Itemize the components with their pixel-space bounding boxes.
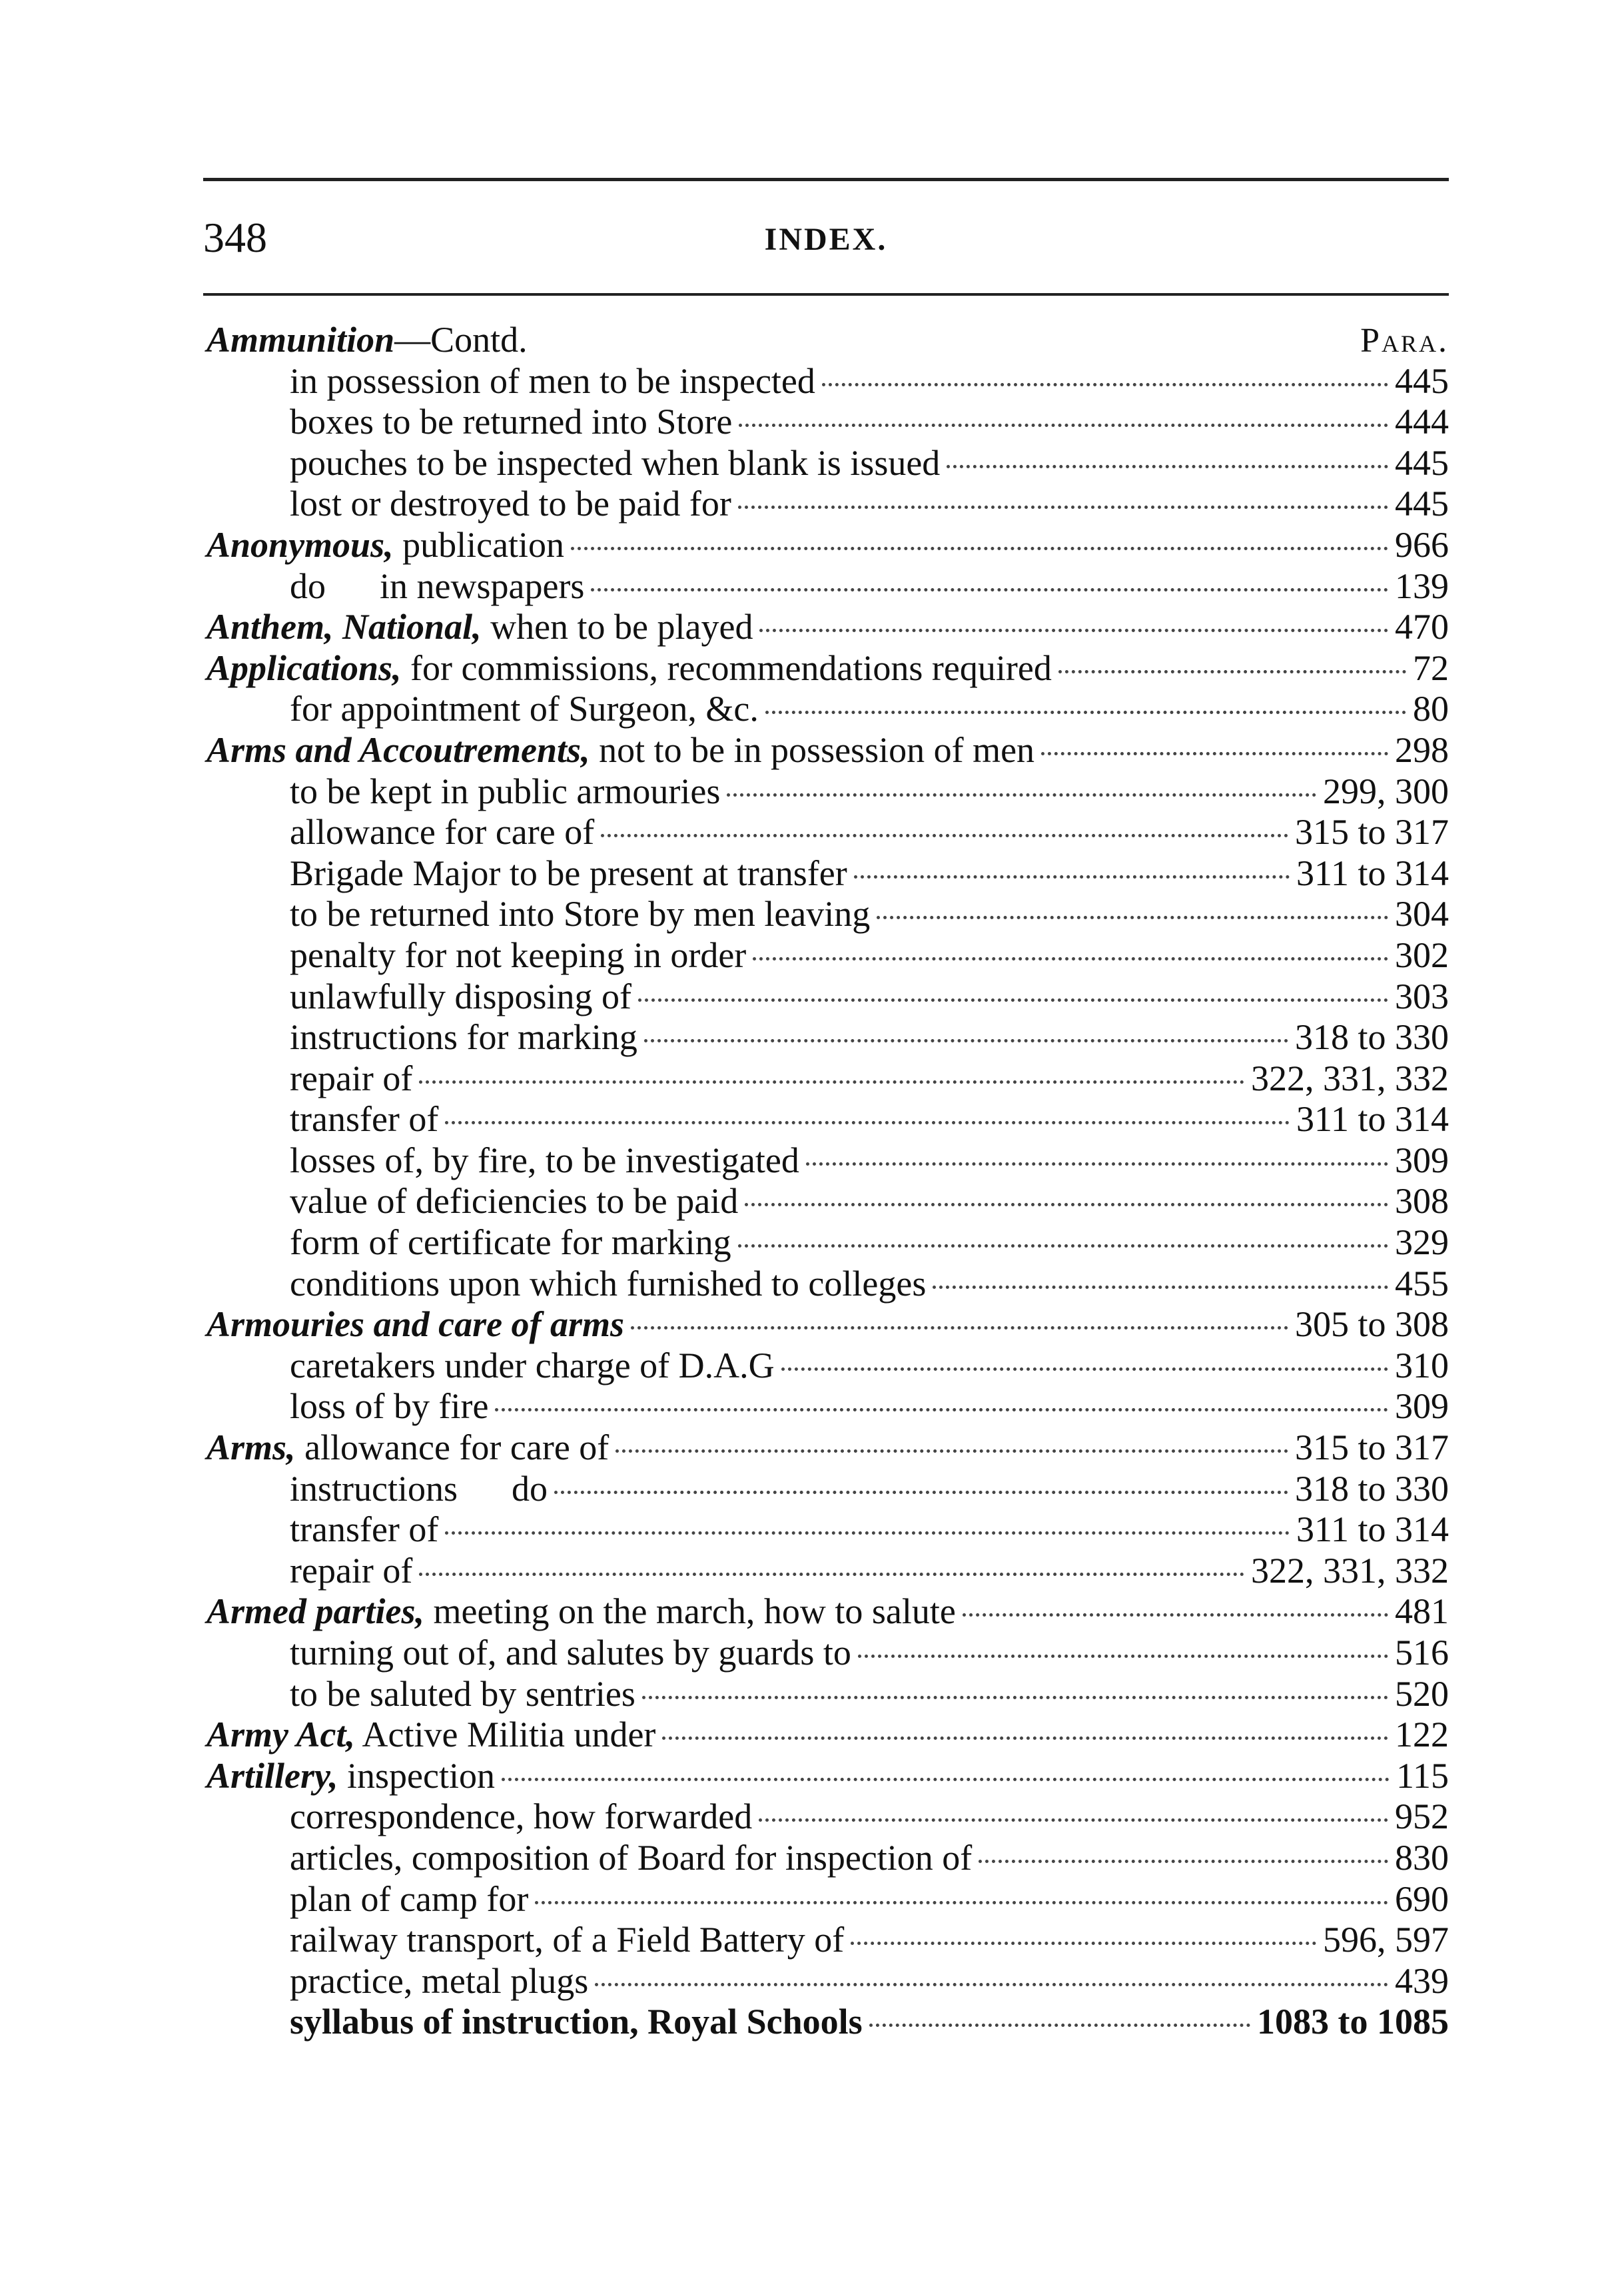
index-entry: [206, 1674, 1449, 1715]
paragraph-reference: 303: [1395, 976, 1449, 1016]
entry-text: Brigade Major to be present at transfer: [290, 853, 847, 893]
index-entry: [206, 1222, 1449, 1264]
paragraph-reference: 455: [1395, 1263, 1449, 1304]
paragraph-reference: 311 to 314: [1296, 1509, 1449, 1550]
index-entry: [206, 976, 1449, 1018]
entry-text: allowance for care of: [295, 1427, 609, 1468]
paragraph-reference: 308: [1395, 1181, 1449, 1222]
paragraph-reference: 315 to 317: [1294, 812, 1449, 853]
index-entry: [206, 1961, 1449, 2002]
top-rule: [203, 178, 1449, 181]
section-heading: Ammunition: [206, 320, 395, 360]
entry-text: not to be in possession of men: [590, 729, 1035, 770]
dot-leader: [822, 383, 1388, 386]
entry-heading: Army Act,: [206, 1715, 355, 1755]
paragraph-reference: 309: [1395, 1140, 1449, 1180]
entry-text: railway transport, of a Field Battery of: [290, 1920, 845, 1960]
index-entry: [206, 402, 1449, 443]
index-entry: [206, 648, 1449, 689]
entry-text: instructions do: [290, 1468, 548, 1509]
dot-leader: [601, 834, 1288, 837]
dot-leader: [642, 1696, 1388, 1699]
paragraph-reference: 309: [1395, 1386, 1449, 1427]
paragraph-reference: 305 to 308: [1294, 1304, 1449, 1345]
index-entry: [206, 894, 1449, 935]
index-entry: [206, 1099, 1449, 1140]
entry-text: transfer of: [290, 1099, 439, 1140]
paragraph-reference: 302: [1395, 935, 1449, 975]
paragraph-reference: 139: [1395, 566, 1449, 606]
entry-text: publication: [393, 524, 565, 565]
dot-leader: [495, 1408, 1388, 1411]
dot-leader: [947, 465, 1388, 468]
dot-leader: [615, 1449, 1288, 1453]
entry-text: conditions upon which furnished to colleges: [290, 1263, 927, 1304]
dot-leader: [869, 2024, 1250, 2027]
entry-heading: Artillery,: [206, 1755, 338, 1796]
dot-leader: [979, 1860, 1388, 1863]
running-head: INDEX.: [764, 222, 888, 257]
paragraph-reference: 520: [1395, 1673, 1449, 1714]
index-entry: [206, 1879, 1449, 1920]
dot-leader: [554, 1491, 1288, 1494]
paragraph-reference: 445: [1395, 484, 1449, 524]
entry-heading: Arms,: [206, 1427, 296, 1468]
paragraph-reference: 310: [1395, 1345, 1449, 1385]
index-entry: [206, 1058, 1449, 1100]
entry-heading: Anonymous,: [206, 524, 394, 565]
entry-text: practice, metal plugs: [290, 1960, 589, 2001]
dot-leader: [419, 1080, 1244, 1084]
dot-leader: [781, 1367, 1388, 1371]
paragraph-reference: 311 to 314: [1296, 1099, 1449, 1140]
index-entry: [206, 730, 1449, 771]
paragraph-reference: 470: [1395, 607, 1449, 647]
dot-leader: [851, 1942, 1316, 1945]
index-entry: [206, 1756, 1449, 1797]
paragraph-reference: 311 to 314: [1296, 853, 1449, 893]
index-entry: [206, 853, 1449, 895]
paragraph-reference: 122: [1395, 1715, 1449, 1755]
entry-text: do in newspapers: [290, 566, 585, 606]
dot-leader: [963, 1613, 1388, 1617]
paragraph-reference: 72: [1413, 647, 1449, 688]
paragraph-reference: 439: [1395, 1960, 1449, 2001]
dot-leader: [571, 547, 1388, 550]
index-entry: [206, 607, 1449, 648]
section-heading-row: [206, 320, 1449, 361]
index-entry: [206, 1509, 1449, 1551]
paragraph-reference: 966: [1395, 524, 1449, 565]
entry-text: plan of camp for: [290, 1878, 529, 1919]
entry-text: Active Militia under: [355, 1715, 656, 1755]
entry-text: correspondence, how forwarded: [290, 1796, 753, 1837]
index-entry: [206, 1304, 1449, 1345]
dot-leader: [1058, 670, 1406, 673]
index-entry: [206, 1591, 1449, 1633]
entry-heading: Armouries and care of arms: [206, 1304, 625, 1345]
header-rule: [203, 293, 1449, 296]
entry-heading: Arms and Accoutrements,: [206, 729, 590, 770]
entry-text: meeting on the march, how to salute: [424, 1591, 956, 1632]
entry-text: articles, composition of Board for inspection of: [290, 1837, 973, 1878]
entry-text: loss of by fire: [290, 1386, 489, 1427]
dot-leader: [753, 957, 1388, 960]
index-entry: [206, 689, 1449, 730]
entry-text: repair of: [290, 1058, 413, 1098]
entry-text: transfer of: [290, 1509, 439, 1550]
entry-text: inspection: [338, 1755, 495, 1796]
entry-text: pouches to be inspected when blank is issued: [290, 442, 941, 483]
paragraph-reference: 830: [1395, 1837, 1449, 1878]
paragraph-reference: 318 to 330: [1294, 1468, 1449, 1509]
dot-leader: [858, 1655, 1388, 1658]
dot-leader: [631, 1326, 1288, 1330]
dot-leader: [1041, 752, 1388, 755]
entry-text: for commissions, recommendations required: [401, 647, 1052, 688]
entry-text: penalty for not keeping in order: [290, 935, 747, 975]
dot-leader: [419, 1573, 1244, 1576]
index-entry: [206, 443, 1449, 484]
paragraph-reference: 315 to 317: [1294, 1427, 1449, 1468]
entry-text: value of deficiencies to be paid: [290, 1181, 739, 1222]
dot-leader: [759, 629, 1388, 632]
index-entry: [206, 1386, 1449, 1427]
entry-text: in possession of men to be inspected: [290, 360, 815, 401]
index-entry: [206, 812, 1449, 853]
dot-leader: [806, 1162, 1388, 1166]
dot-leader: [854, 875, 1290, 879]
entry-text: repair of: [290, 1550, 413, 1591]
paragraph-reference: 299, 300: [1323, 771, 1449, 811]
entry-text: when to be played: [481, 607, 753, 647]
entry-text: instructions for marking: [290, 1017, 637, 1058]
dot-leader: [445, 1121, 1290, 1124]
paragraph-reference: 1083 to 1085: [1257, 2002, 1449, 2042]
paragraph-reference: 322, 331, 332: [1251, 1550, 1449, 1591]
paragraph-reference: 304: [1395, 894, 1449, 935]
dot-leader: [591, 588, 1388, 591]
dot-leader: [502, 1778, 1390, 1781]
dot-leader: [933, 1286, 1388, 1289]
dot-leader: [738, 1244, 1388, 1248]
entry-heading: Armed parties,: [206, 1591, 425, 1632]
entry-heading: Anthem, National,: [206, 607, 482, 647]
dot-leader: [877, 916, 1388, 919]
entry-text: losses of, by fire, to be investigated: [290, 1140, 799, 1180]
entry-text: syllabus of instruction, Royal Schools: [290, 2002, 863, 2042]
paragraph-reference: 445: [1395, 360, 1449, 401]
paragraph-reference: 596, 597: [1323, 1920, 1449, 1960]
paragraph-reference: 516: [1395, 1633, 1449, 1673]
dot-leader: [759, 1818, 1388, 1822]
index-entry: [206, 1181, 1449, 1222]
paragraph-reference: 444: [1395, 402, 1449, 442]
dot-leader: [638, 998, 1388, 1002]
index-entry: [206, 525, 1449, 566]
dot-leader: [738, 506, 1388, 509]
entry-text: unlawfully disposing of: [290, 976, 631, 1016]
index-entry: [206, 1838, 1449, 1879]
dot-leader: [662, 1736, 1388, 1740]
index-entry: [206, 1633, 1449, 1674]
entry-text: caretakers under charge of D.A.G: [290, 1345, 775, 1385]
entry-text: lost or destroyed to be paid for: [290, 484, 731, 524]
index-entry: [206, 566, 1449, 607]
dot-leader: [644, 1039, 1288, 1042]
entry-text: to be returned into Store by men leaving: [290, 894, 871, 935]
index-entry: [206, 1427, 1449, 1469]
index-entry: [206, 484, 1449, 525]
paragraph-reference: 481: [1395, 1591, 1449, 1632]
dot-leader: [535, 1901, 1388, 1904]
index-entry: [206, 1017, 1449, 1058]
dot-leader: [765, 711, 1406, 714]
entry-text: form of certificate for marking: [290, 1222, 731, 1263]
index-entry: [206, 1715, 1449, 1756]
index-entry: [206, 2002, 1449, 2043]
paragraph-reference: 115: [1396, 1755, 1449, 1796]
index-entry: [206, 1920, 1449, 1961]
index-entry: [206, 1796, 1449, 1838]
paragraph-reference: 80: [1413, 689, 1449, 729]
page-number: 348: [203, 214, 267, 261]
section-contd: —Contd.: [394, 320, 528, 360]
paragraph-reference: 445: [1395, 442, 1449, 483]
entry-heading: Applications,: [206, 647, 402, 688]
dot-leader: [595, 1983, 1388, 1986]
entry-text: to be kept in public armouries: [290, 771, 721, 811]
index-entry: [206, 1551, 1449, 1592]
para-column-label: Para.: [1360, 322, 1449, 360]
index-entry: [206, 1264, 1449, 1305]
index-entry: [206, 771, 1449, 813]
paragraph-reference: 298: [1395, 729, 1449, 770]
dot-leader: [739, 424, 1388, 427]
dot-leader: [727, 793, 1316, 797]
entry-text: allowance for care of: [290, 812, 595, 853]
index-entry: [206, 1469, 1449, 1510]
index-entry: [206, 361, 1449, 402]
paragraph-reference: 329: [1395, 1222, 1449, 1263]
index-entry: [206, 1345, 1449, 1387]
entry-text: turning out of, and salutes by guards to: [290, 1633, 851, 1673]
paragraph-reference: 690: [1395, 1878, 1449, 1919]
paragraph-reference: 952: [1395, 1796, 1449, 1837]
paragraph-reference: 322, 331, 332: [1251, 1058, 1449, 1098]
index-entry: [206, 1140, 1449, 1182]
entry-text: boxes to be returned into Store: [290, 402, 733, 442]
index-entries: [206, 320, 1449, 2043]
paragraph-reference: 318 to 330: [1294, 1017, 1449, 1058]
index-entry: [206, 935, 1449, 976]
entry-text: for appointment of Surgeon, &c.: [290, 689, 759, 729]
dot-leader: [445, 1531, 1290, 1535]
page-header: [203, 213, 1449, 273]
entry-text: to be saluted by sentries: [290, 1673, 635, 1714]
dot-leader: [745, 1203, 1388, 1206]
